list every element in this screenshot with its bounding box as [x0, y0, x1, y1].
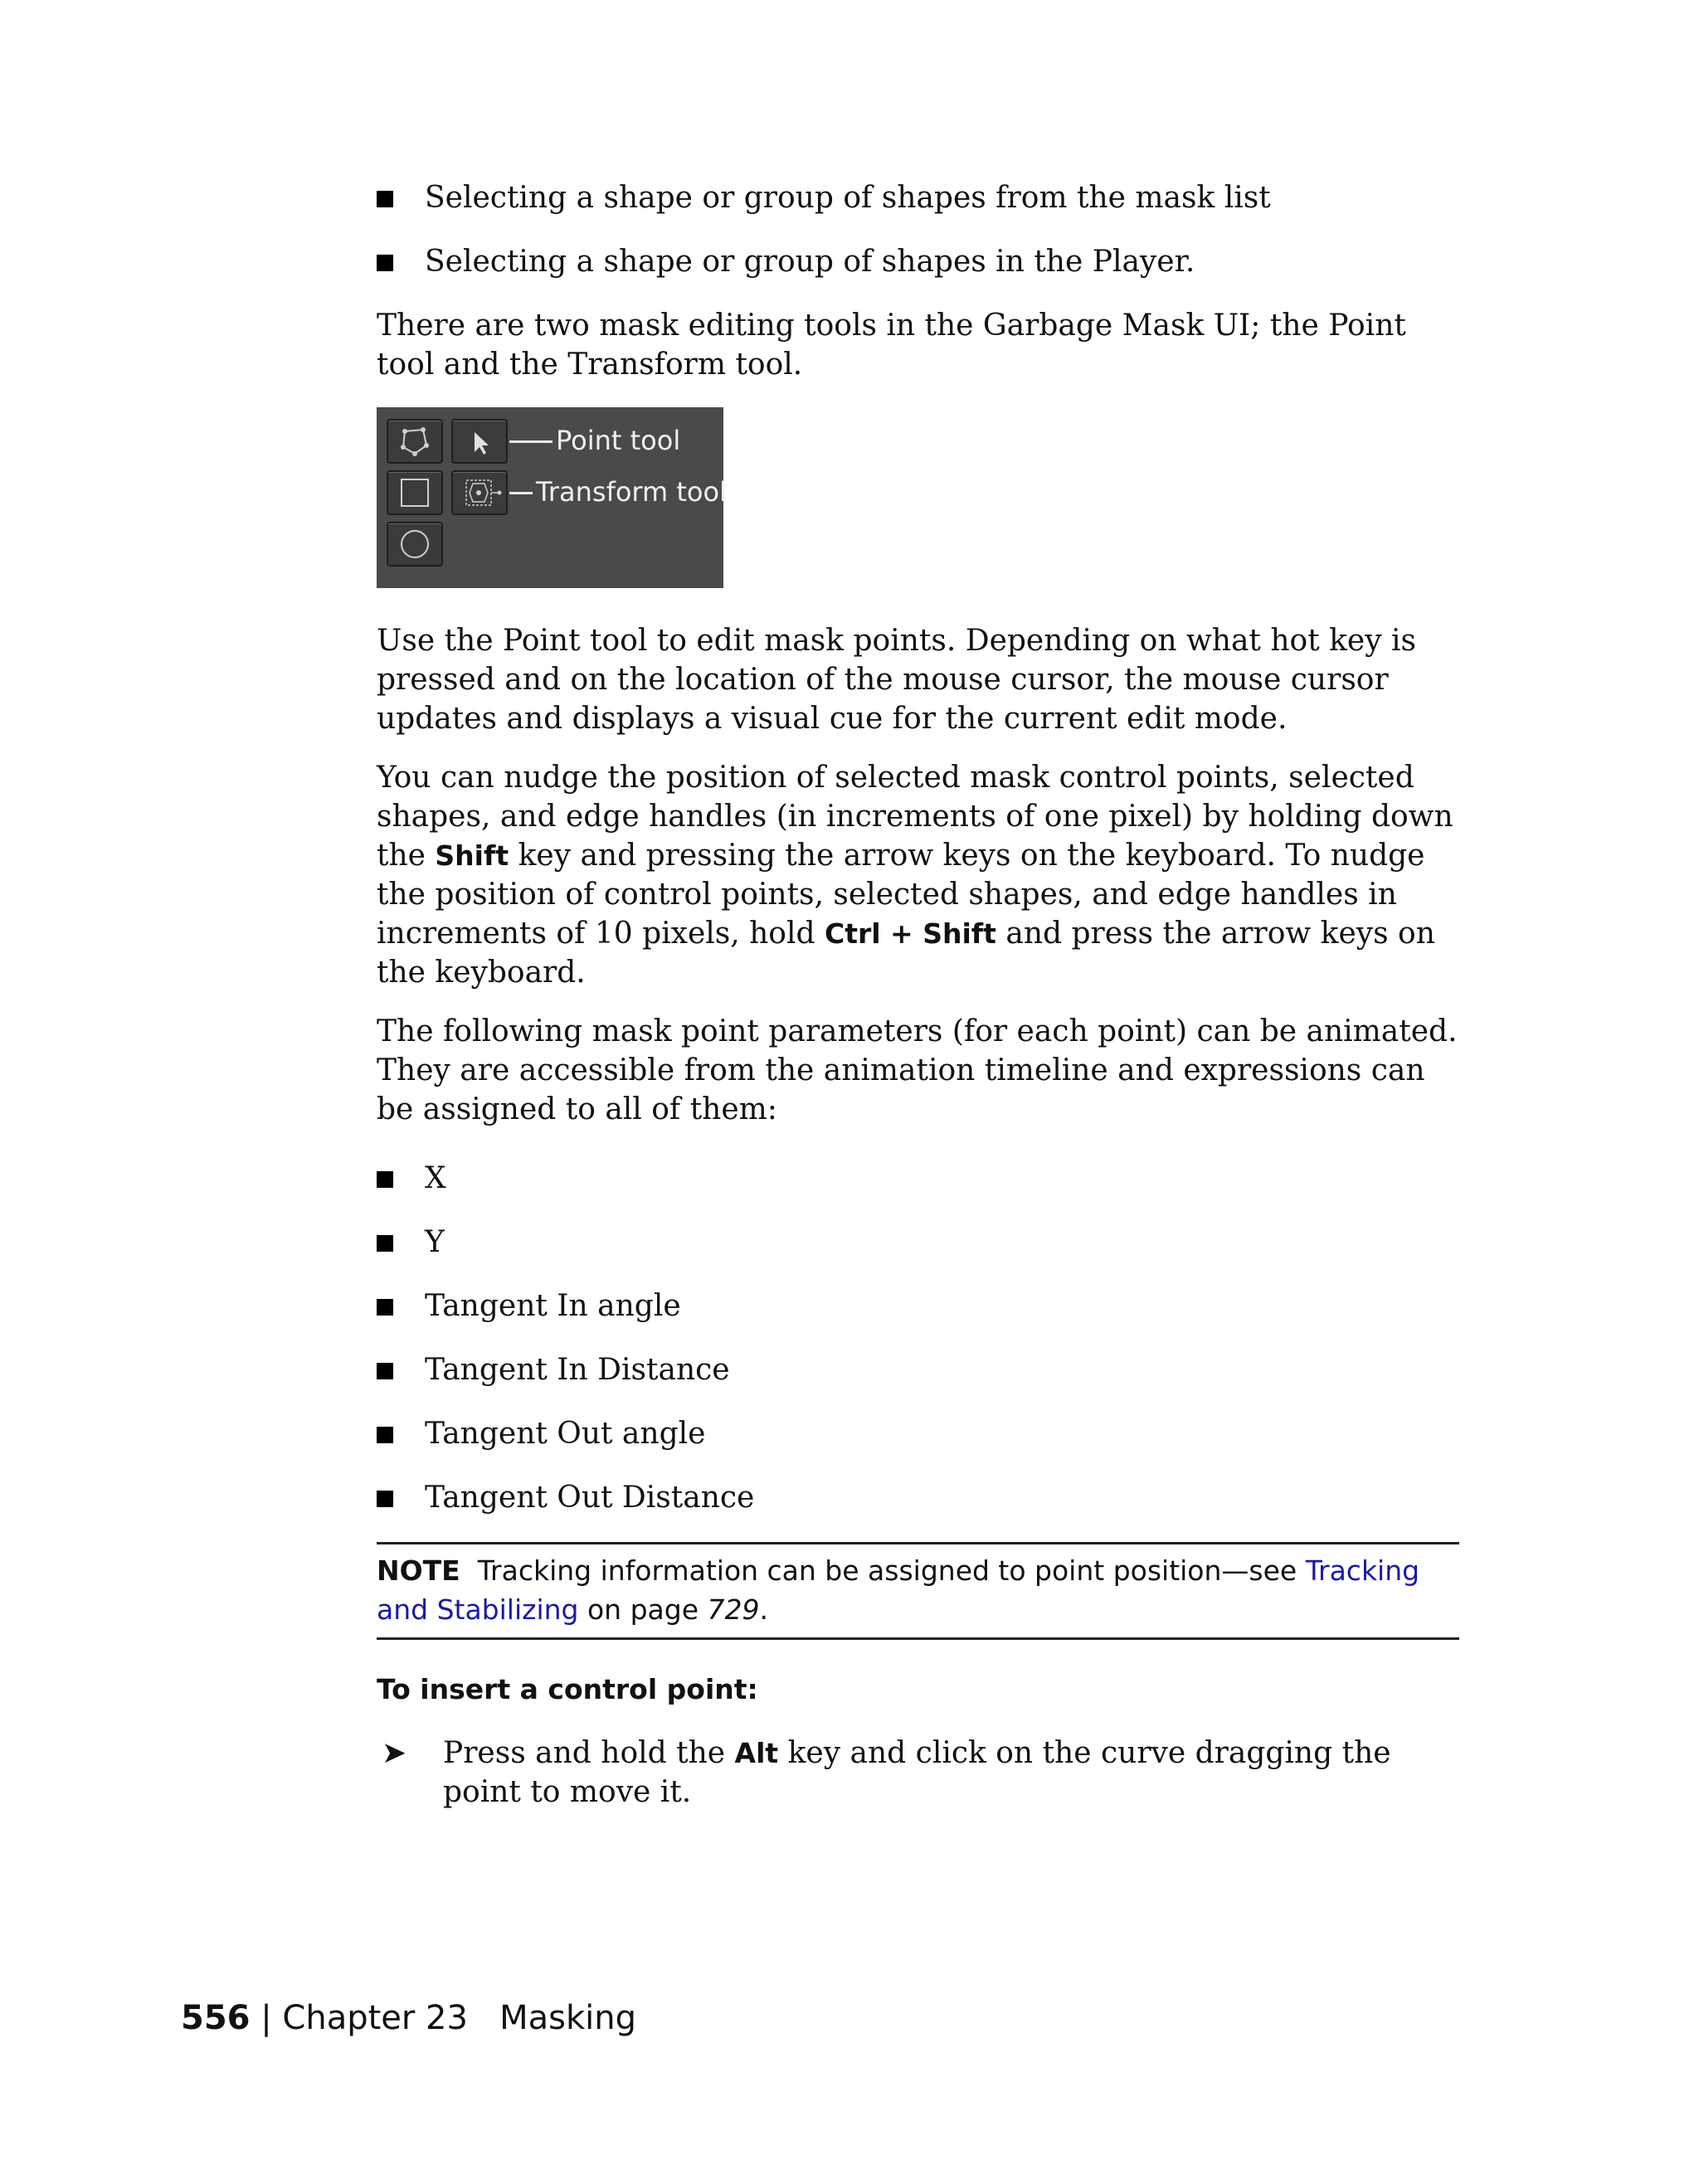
arrow-bullet-icon: ➤ [382, 1736, 407, 1770]
square-bullet-icon [377, 1491, 393, 1507]
square-bullet-icon [377, 1235, 393, 1252]
animatable-params-list [377, 1159, 1459, 1517]
square-bullet-icon [377, 1363, 393, 1379]
list-item: Selecting a shape or group of shapes in the Player. [377, 242, 1459, 281]
square-bullet-icon [377, 1171, 393, 1188]
animatable-params-paragraph: The following mask point parameters (for each point) can be animated. They are accessible from the animation timeline and expressions can be assigned to all of them: [377, 1014, 1458, 1126]
chapter-title: Masking [499, 1999, 636, 2037]
transform-tool-callout-line [509, 492, 533, 494]
page-content [377, 178, 1459, 1812]
point-tool-paragraph: Use the Point tool to edit mask points. Depending on what hot key is pressed and on the location of the mouse cursor, the mouse cursor updates and displays a visual cue for the current edit mode. [377, 624, 1416, 736]
chapter-label: Chapter 23 [282, 1999, 468, 2037]
alt-key: Alt [734, 1737, 779, 1769]
list-item: Tangent Out angle [377, 1414, 1459, 1453]
square-bullet-icon [377, 255, 393, 271]
page-footer: 556 | Chapter 23 Masking [181, 1999, 636, 2037]
list-item: Tangent In angle [377, 1287, 1459, 1325]
list-item: Selecting a shape or group of shapes from the mask list [377, 178, 1459, 217]
square-bullet-icon [377, 1299, 393, 1316]
page-number: 556 [181, 1999, 251, 2037]
rectangle-shape-tool-icon [387, 470, 443, 515]
list-item: Tangent Out Distance [377, 1478, 1459, 1517]
page-reference: 729 [707, 1593, 760, 1626]
note-box: NOTE Tracking information can be assigned to point position—see Tracking and Stabilizing on page 729. [377, 1542, 1459, 1640]
ellipse-shape-tool-icon [387, 522, 443, 567]
polygon-shape-tool-icon [387, 419, 443, 464]
procedure-heading: To insert a control point: [377, 1673, 758, 1705]
selection-methods-list [377, 178, 1459, 281]
list-item: Y [377, 1223, 1459, 1262]
point-tool-callout-line [509, 440, 553, 443]
square-bullet-icon [377, 191, 393, 207]
note-label: NOTE [377, 1554, 460, 1587]
list-item: Tangent In Distance [377, 1350, 1459, 1389]
transform-tool-label: Transform tool [536, 476, 727, 508]
shift-key: Shift [435, 839, 509, 872]
intro-paragraph: There are two mask editing tools in the Garbage Mask UI; the Point tool and the Transform tool. [377, 309, 1406, 382]
ctrl-shift-keys: Ctrl + Shift [824, 917, 996, 950]
square-bullet-icon [377, 1427, 393, 1443]
procedure-step: ➤ Press and hold the Alt key and click on the curve dragging the point to move it. [377, 1734, 1459, 1812]
list-item: X [377, 1159, 1459, 1198]
mask-tools-figure [377, 407, 727, 588]
tracking-stabilizing-link[interactable]: Tracking and Stabilizing [377, 1554, 1420, 1626]
point-tool-icon [451, 419, 508, 464]
point-tool-label: Point tool [556, 425, 681, 456]
transform-tool-icon [451, 470, 508, 515]
nudge-paragraph: You can nudge the position of selected mask control points, selected shapes, and edge handles (in increments of one pixel) by holding down the Shift key and pressing the arrow keys on the keyboard. To nudge the position of control points, selected shapes, and edge handles in increments of 10 pixels, hold Ctrl + Shift and press the arrow keys on the keyboard. [377, 761, 1453, 990]
